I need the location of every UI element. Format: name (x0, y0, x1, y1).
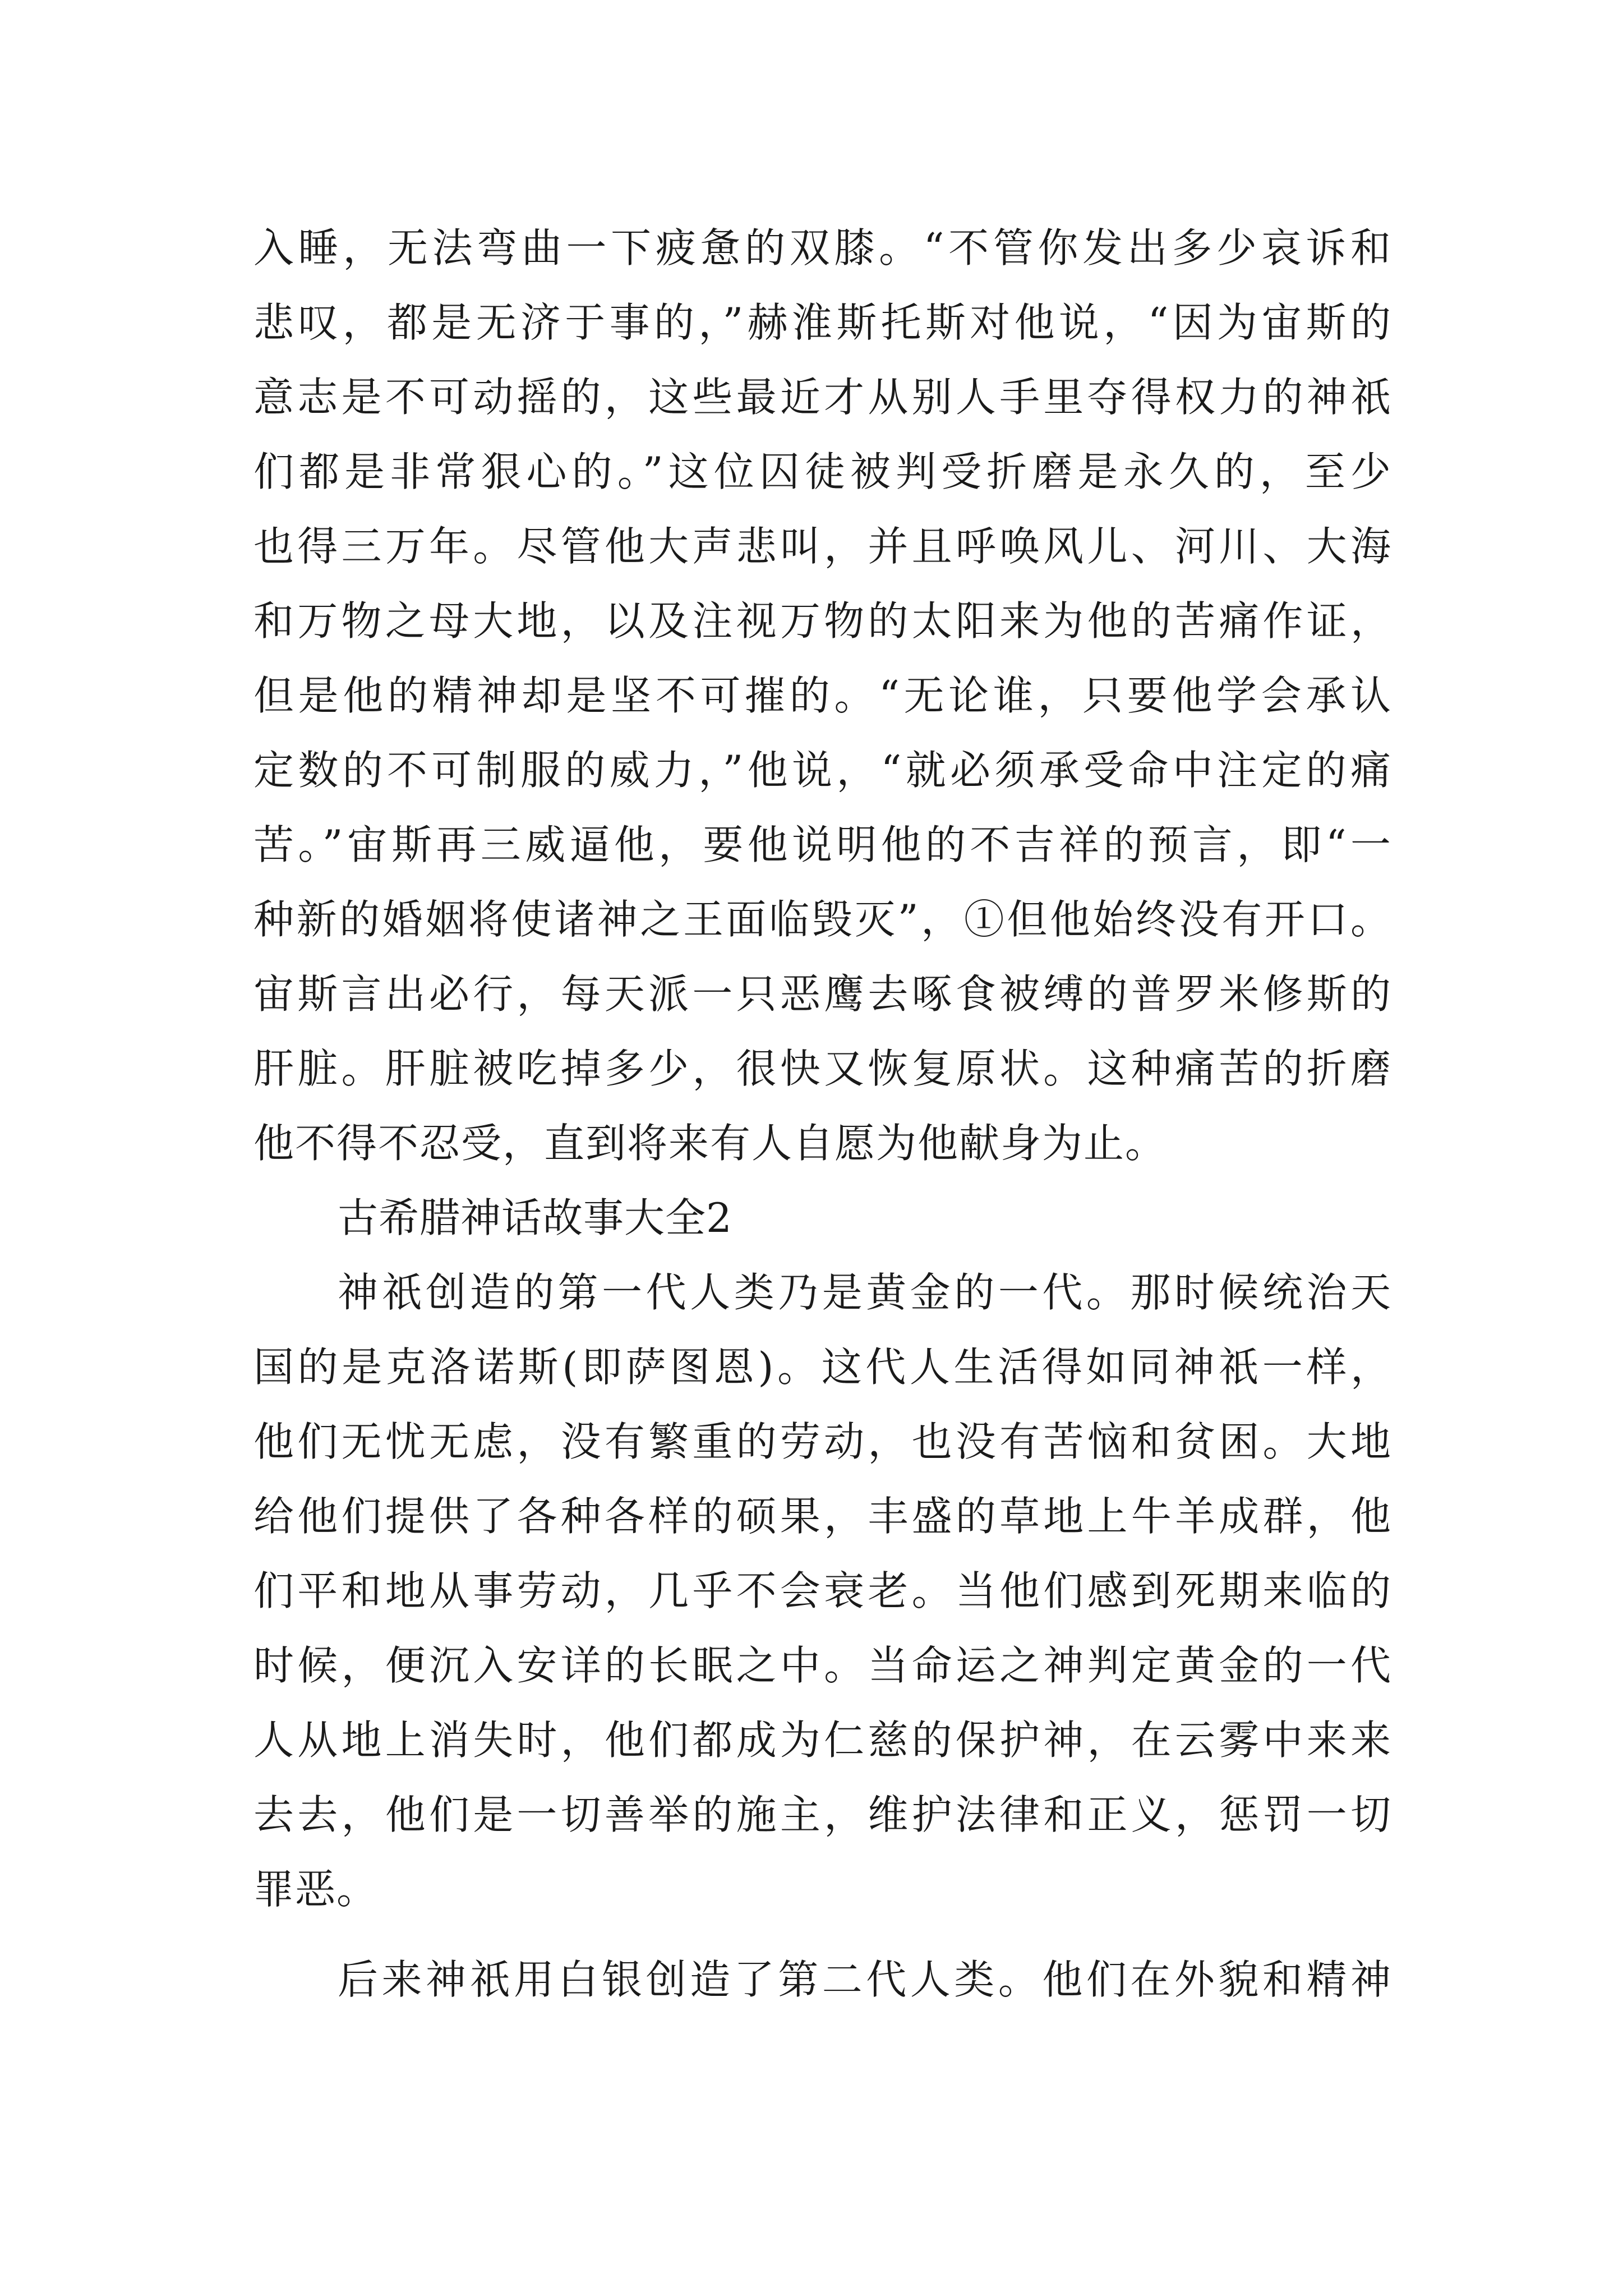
paragraph-spacer (253, 1927, 1392, 1943)
text-line: 入睡，无法弯曲一下疲惫的双膝。“不管你发出多少哀诉和 (253, 224, 1392, 272)
text-line: 和万物之母大地，以及注视万物的太阳来为他的苦痛作证， (253, 597, 1392, 645)
text-line: 给他们提供了各种各样的硕果，丰盛的草地上牛羊成群，他 (253, 1493, 1392, 1540)
text-line: 也得三万年。尽管他大声悲叫，并且呼唤风儿、河川、大海 (253, 523, 1392, 570)
text-line: 神祇创造的第一代人类乃是黄金的一代。那时候统治天 (338, 1269, 1392, 1316)
text-line: 苦。”宙斯再三威逼他，要他说明他的不吉祥的预言，即“一 (253, 821, 1392, 868)
text-line: 他不得不忍受，直到将来有人自愿为他献身为止。 (253, 1120, 1167, 1167)
text-line: 但是他的精神却是坚不可摧的。“无论谁，只要他学会承认 (253, 672, 1392, 719)
text-line: 们平和地从事劳动，几乎不会衰老。当他们感到死期来临的 (253, 1567, 1392, 1614)
paragraph-silver-age (253, 1943, 1392, 2017)
paragraph-prometheus (253, 211, 1392, 1181)
text-line: 们都是非常狠心的。”这位囚徒被判受折磨是永久的，至少 (253, 448, 1392, 495)
text-line: 宙斯言出必行，每天派一只恶鹰去啄食被缚的普罗米修斯的 (253, 970, 1392, 1018)
text-line: 后来神祇用白银创造了第二代人类。他们在外貌和精神 (338, 1956, 1392, 2003)
text-line: 去去，他们是一切善举的施主，维护法律和正义，惩罚一切 (253, 1791, 1392, 1838)
document-body (253, 211, 1392, 2017)
text-line: 肝脏。肝脏被吃掉多少，很快又恢复原状。这种痛苦的折磨 (253, 1045, 1392, 1092)
text-line: 罪恶。 (253, 1866, 379, 1913)
text-line: 时候，便沉入安详的长眠之中。当命运之神判定黄金的一代 (253, 1642, 1392, 1689)
text-line: 悲叹，都是无济于事的，”赫淮斯托斯对他说，“因为宙斯的 (253, 299, 1392, 346)
text-line: 人从地上消失时，他们都成为仁慈的保护神，在云雾中来来 (253, 1717, 1392, 1764)
text-line: 定数的不可制服的威力，”他说，“就必须承受命中注定的痛 (253, 747, 1392, 794)
text-line: 国的是克洛诺斯(即萨图恩)。这代人生活得如同神祇一样， (253, 1343, 1392, 1391)
text-line: 种新的婚姻将使诸神之王面临毁灭”，①但他始终没有开口。 (253, 896, 1392, 943)
section-heading: 古希腊神话故事大全2 (338, 1194, 732, 1241)
paragraph-golden-age (253, 1255, 1392, 1927)
text-line: 他们无忧无虑，没有繁重的劳动，也没有苦恼和贫困。大地 (253, 1418, 1392, 1465)
text-line: 意志是不可动摇的，这些最近才从别人手里夺得权力的神祇 (253, 374, 1392, 421)
